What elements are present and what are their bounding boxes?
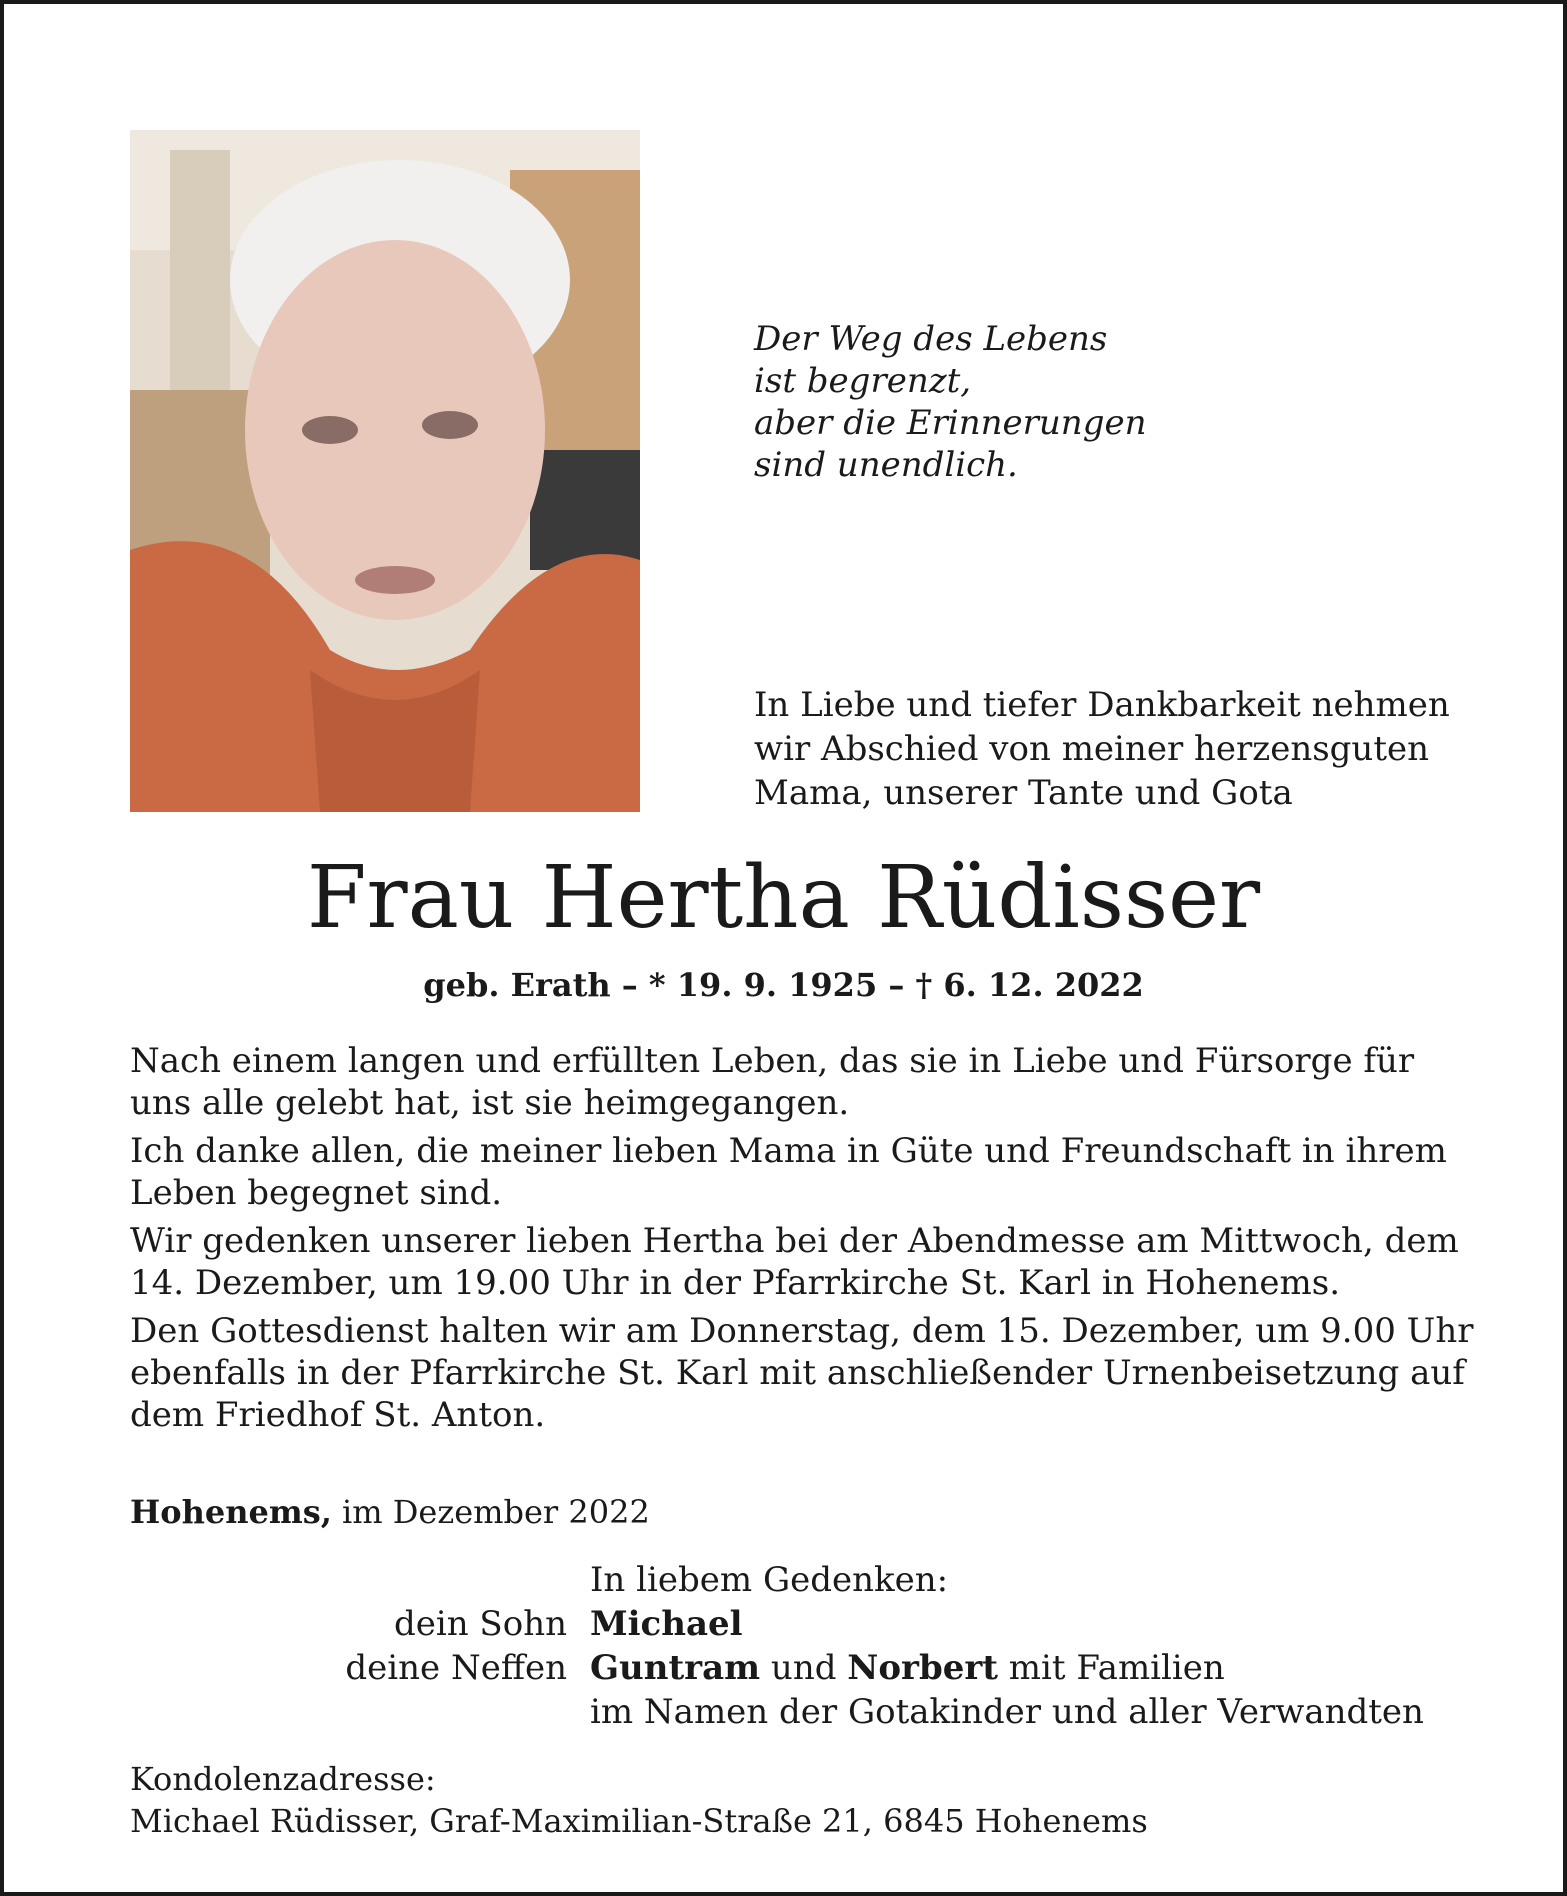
nephew-name: Norbert (847, 1648, 998, 1688)
nephew-name: Guntram (590, 1648, 761, 1688)
body-line: uns alle gelebt hat, ist sie heimgegangen. (130, 1083, 850, 1123)
condolence-address-line: Michael Rüdisser, Graf-Maximilian-Straße 21, 6845 Hohenems (130, 1802, 1148, 1840)
signature-closing: im Namen der Gotakinder und aller Verwandten (590, 1692, 1424, 1732)
body-paragraph (130, 1130, 1447, 1214)
farewell-intro (754, 683, 1450, 815)
quote-line: Der Weg des Lebens (754, 319, 1108, 359)
nephews-role: deine Neffen (345, 1648, 567, 1688)
intro-line: Mama, unserer Tante und Gota (754, 773, 1293, 813)
son-name-line (590, 1602, 743, 1646)
and-word: und (760, 1648, 848, 1688)
body-paragraph (130, 1310, 1474, 1436)
deceased-name: Frau Hertha Rüdisser (306, 848, 1261, 948)
signature-heading: In liebem Gedenken: (590, 1560, 949, 1600)
memorial-quote (754, 318, 1146, 486)
signature-row (0, 1690, 1567, 1734)
signature-block (0, 1558, 1567, 1734)
body-line: ebenfalls in der Pfarrkirche St. Karl mit anschließender Urnenbeisetzung auf (130, 1353, 1465, 1393)
son-name: Michael (590, 1604, 743, 1644)
place-city: Hohenems, (130, 1493, 332, 1531)
condolence-address (130, 1758, 1148, 1842)
body-line: 14. Dezember, um 19.00 Uhr in der Pfarrkirche St. Karl in Hohenems. (130, 1263, 1341, 1303)
body-line: Den Gottesdienst halten wir am Donnerstag, dem 15. Dezember, um 9.00 Uhr (130, 1311, 1474, 1351)
condolence-label: Kondolenzadresse: (130, 1760, 436, 1798)
quote-line: sind unendlich. (754, 445, 1018, 485)
place-and-date (130, 1492, 650, 1532)
portrait-photo (130, 130, 640, 812)
nephews-line (590, 1646, 1225, 1690)
signature-row (0, 1602, 1567, 1646)
body-line: Wir gedenken unserer lieben Hertha bei der Abendmesse am Mittwoch, dem (130, 1221, 1459, 1261)
body-line: Nach einem langen und erfüllten Leben, das sie in Liebe und Fürsorge für (130, 1041, 1415, 1081)
obituary-body (130, 1040, 1474, 1442)
intro-line: wir Abschied von meiner herzensguten (754, 729, 1430, 769)
body-paragraph (130, 1220, 1459, 1304)
body-line: dem Friedhof St. Anton. (130, 1395, 546, 1435)
birth-death-dates: geb. Erath – * 19. 9. 1925 – † 6. 12. 2022 (423, 966, 1144, 1004)
quote-line: ist begrenzt, (754, 361, 972, 401)
place-date: im Dezember 2022 (331, 1493, 650, 1531)
son-role: dein Sohn (393, 1604, 567, 1644)
portrait-image (130, 130, 640, 812)
body-line: Ich danke allen, die meiner lieben Mama in Güte und Freundschaft in ihrem (130, 1131, 1447, 1171)
body-paragraph (130, 1040, 1440, 1124)
signature-row (0, 1646, 1567, 1690)
quote-line: aber die Erinnerungen (754, 403, 1147, 443)
families-text: mit Familien (998, 1648, 1225, 1688)
signature-row (0, 1558, 1567, 1602)
intro-line: In Liebe und tiefer Dankbarkeit nehmen (754, 685, 1450, 725)
body-line: Leben begegnet sind. (130, 1173, 503, 1213)
